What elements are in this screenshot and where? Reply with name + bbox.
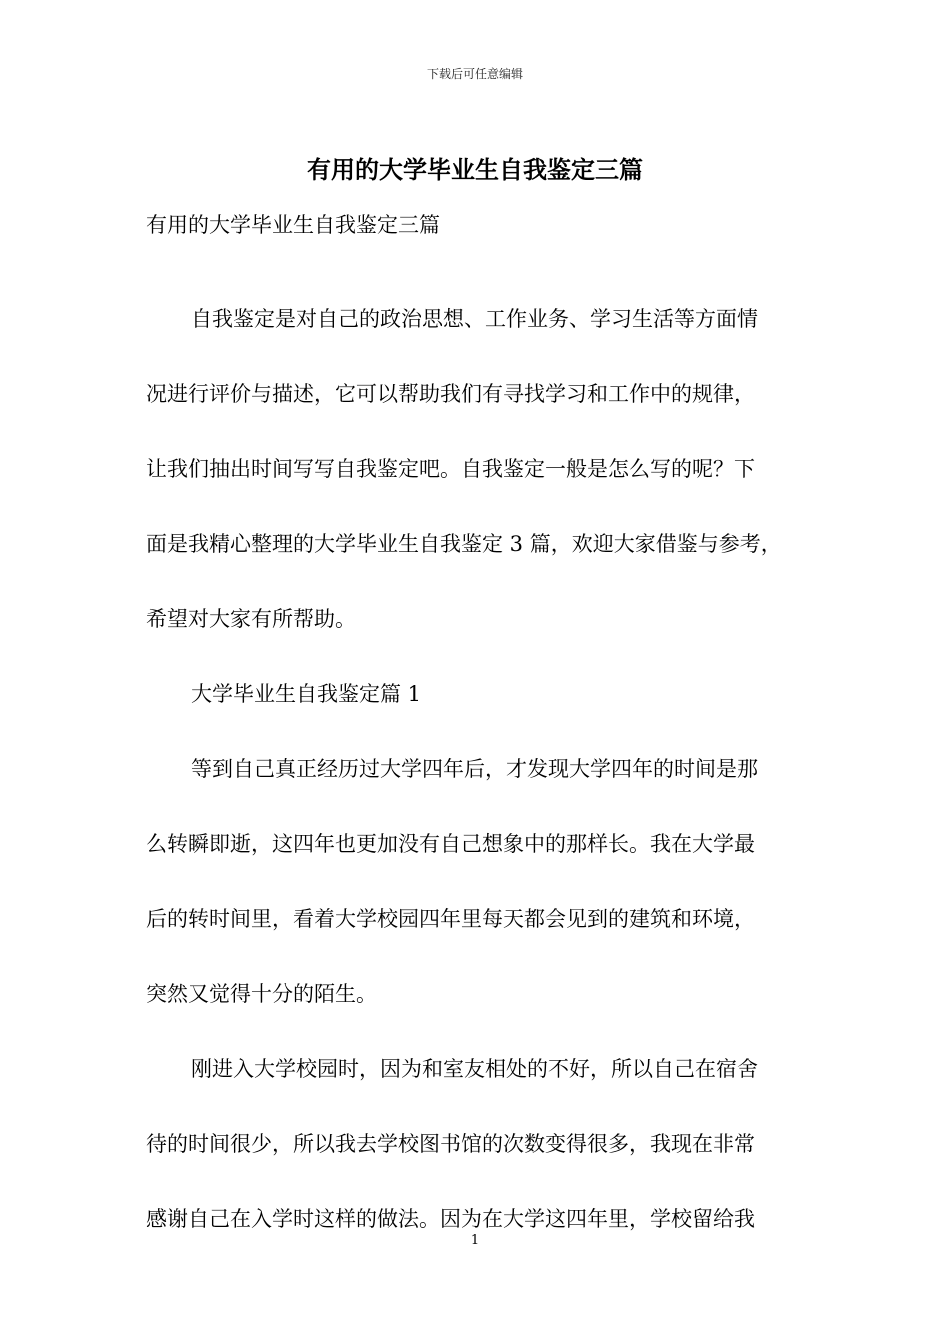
paragraph-line: 希望对大家有所帮助。	[146, 607, 356, 631]
document-subtitle: 有用的大学毕业生自我鉴定三篇	[146, 213, 440, 237]
paragraph-line: 感谢自己在入学时这样的做法。因为在大学这四年里，学校留给我	[146, 1207, 755, 1231]
paragraph-line: 后的转时间里，看着大学校园四年里每天都会见到的建筑和环境，	[146, 907, 755, 931]
page-header: 下载后可任意编辑	[426, 67, 523, 81]
paragraph-line: 等到自己真正经历过大学四年后，才发现大学四年的时间是那	[191, 757, 758, 781]
section-heading: 大学毕业生自我鉴定篇 1	[191, 682, 422, 706]
page-number: 1	[470, 1233, 480, 1248]
paragraph-line: 让我们抽出时间写写自我鉴定吧。自我鉴定一般是怎么写的呢？下	[146, 457, 755, 481]
paragraph-line: 么转瞬即逝，这四年也更加没有自己想象中的那样长。我在大学最	[146, 832, 755, 856]
paragraph-line: 刚进入大学校园时，因为和室友相处的不好，所以自己在宿舍	[191, 1057, 758, 1081]
paragraph-line: 面是我精心整理的大学毕业生自我鉴定 3 篇，欢迎大家借鉴与参考，	[146, 532, 782, 556]
document-body	[146, 282, 826, 1257]
paragraph-line: 突然又觉得十分的陌生。	[146, 982, 377, 1006]
paragraph-line: 况进行评价与描述，它可以帮助我们有寻找学习和工作中的规律，	[146, 382, 755, 406]
paragraph-line: 待的时间很少，所以我去学校图书馆的次数变得很多，我现在非常	[146, 1132, 755, 1156]
paragraph-line: 自我鉴定是对自己的政治思想、工作业务、学习生活等方面情	[191, 307, 758, 331]
document-title: 有用的大学毕业生自我鉴定三篇	[307, 156, 643, 184]
